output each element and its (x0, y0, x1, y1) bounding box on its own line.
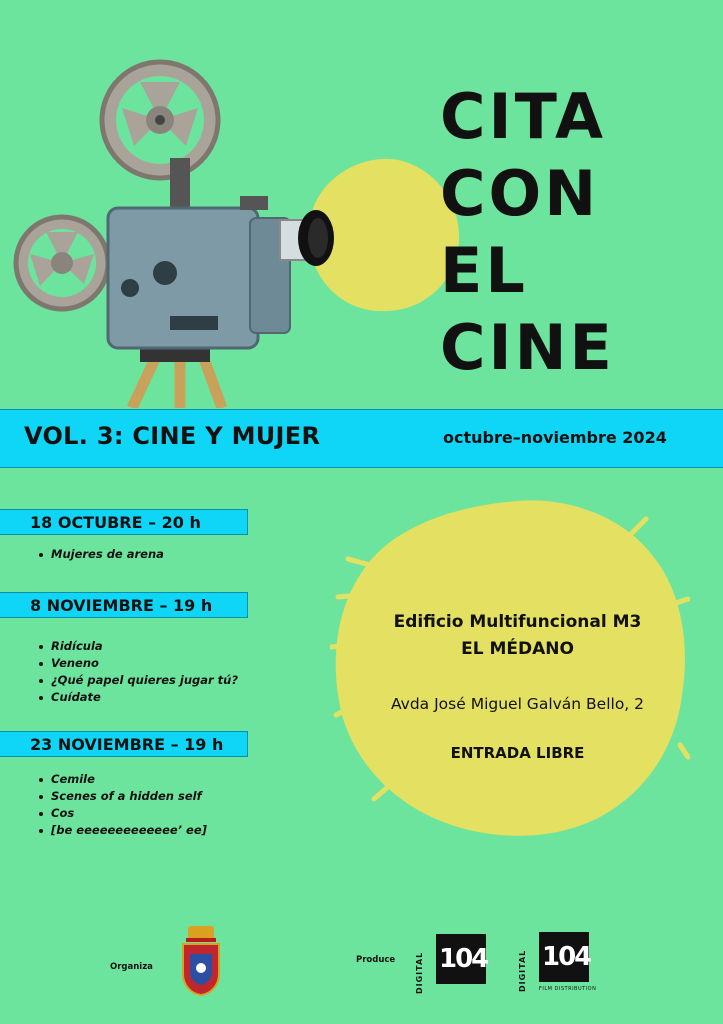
volume-title: VOL. 3: CINE Y MUJER (24, 422, 321, 450)
film-item: Mujeres de arena (38, 546, 164, 563)
film-list-2 (38, 638, 238, 706)
logo-vertical-text: DIGITAL (518, 949, 527, 992)
digital-104-film-distribution-logo (518, 932, 597, 994)
digital-104-logo (415, 934, 490, 996)
session-heading-1: 18 OCTUBRE – 20 h (0, 509, 248, 535)
film-item: Veneno (38, 655, 238, 672)
film-item: ¿Qué papel quieres jugar tú? (38, 672, 238, 689)
film-list-3 (38, 771, 207, 839)
title-line-2: CON (440, 157, 600, 230)
title-line-4: CINE (440, 311, 615, 384)
organiza-label: Organiza (110, 962, 153, 972)
produce-label: Produce (356, 955, 396, 965)
entry-notice: ENTRADA LIBRE (450, 744, 585, 762)
venue-address: Avda José Miguel Galván Bello, 2 (390, 695, 645, 713)
session-heading-2: 8 NOVIEMBRE – 19 h (0, 592, 248, 618)
volume-banner (0, 409, 723, 468)
film-list-1 (38, 546, 164, 563)
film-item: [be eeeeeeeeeeeee’ ee] (38, 822, 207, 839)
film-item: Cemile (38, 771, 207, 788)
poster-title (440, 78, 615, 386)
logo-number: 104 (439, 944, 488, 974)
logo-vertical-text: DIGITAL (415, 951, 424, 994)
session-heading-3: 23 NOVIEMBRE – 19 h (0, 731, 248, 757)
film-item: Cuídate (38, 689, 238, 706)
logo-number: 104 (542, 942, 591, 972)
title-line-3: EL (440, 234, 528, 307)
venue-name-line-2: EL MÉDANO (461, 639, 574, 659)
film-item: Ridícula (38, 638, 238, 655)
film-item: Cos (38, 805, 207, 822)
venue-sun-shape (330, 495, 690, 840)
logo-subtitle: FILM DISTRIBUTION (539, 986, 597, 992)
coat-of-arms-icon (180, 924, 222, 996)
film-projector-illustration (10, 48, 350, 408)
date-range: octubre–noviembre 2024 (443, 428, 667, 447)
venue-name (330, 609, 705, 663)
title-line-1: CITA (440, 80, 607, 153)
venue-name-line-1: Edificio Multifuncional M3 (393, 612, 642, 632)
film-item: Scenes of a hidden self (38, 788, 207, 805)
